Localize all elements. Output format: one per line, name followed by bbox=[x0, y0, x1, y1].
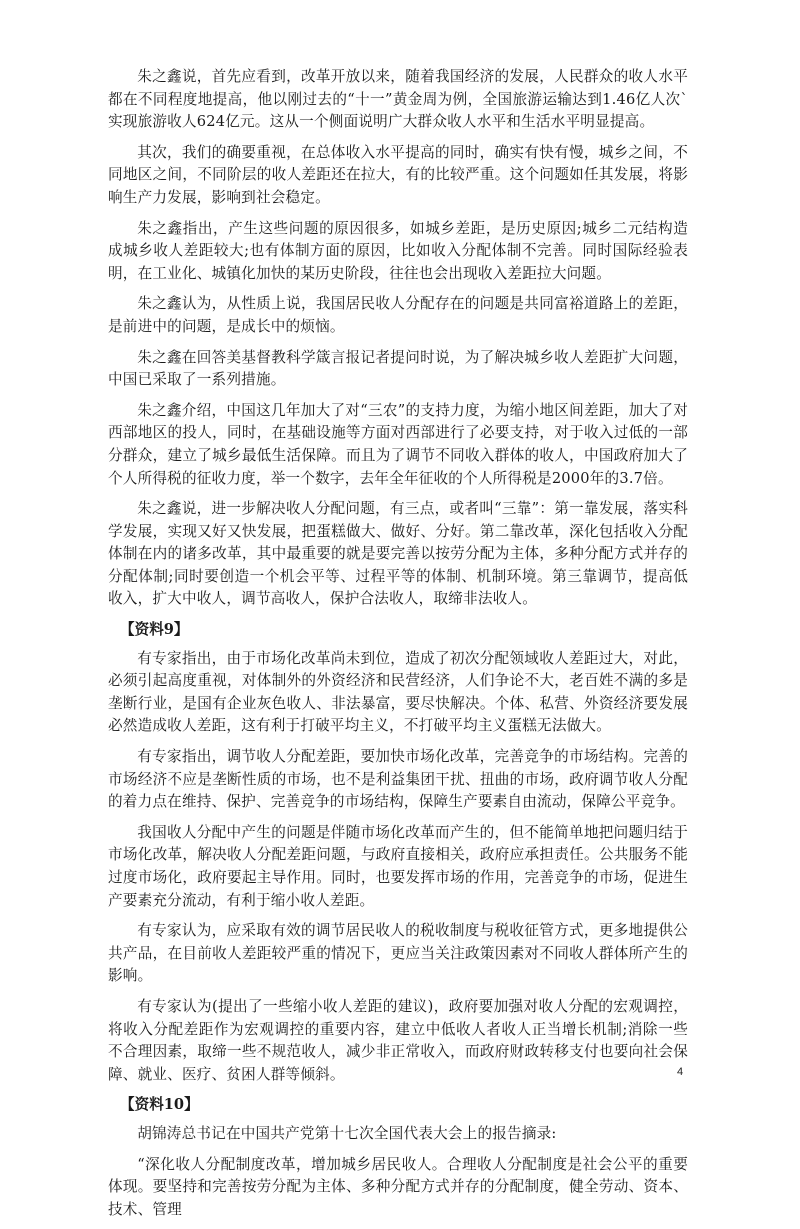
paragraph: 朱之鑫介绍，中国这几年加大了对“三农”的支持力度，为缩小地区间差距，加大了对西部地区的投人，同时，在基础设施等方面对西部进行了必要支持，对于收入过低的一部分群众，建立了城乡最低生活保障。而且为了调节不同收入群体的收人，中国政府加大了个人所得税的征收力度，举一个数字，去年全年征收的个人所得税是2000年的3.7倍。 bbox=[108, 401, 688, 487]
section-heading-material-9: 【资料9】 bbox=[120, 621, 189, 639]
paragraph: 朱之鑫说，进一步解决收人分配问题，有三点，或者叫“三靠”：第一靠发展，落实科学发展，实现又好又快发展，把蛋糕做大、做好、分好。第二靠改革，深化包括收入分配体制在内的诸多改革，其中最重要的就是要完善以按劳分配为主体，多种分配方式并存的分配体制;同时要创造一个机会平等、过程平等的体制、机制环境。第三靠调节，提高低收入，扩大中收人，调节高收人，保护合法收人，取缔非法收人。 bbox=[108, 500, 688, 608]
paragraph: 有专家认为，应采取有效的调节居民收人的税收制度与税收征管方式，更多地提供公共产品，在目前收人差距较严重的情况下，更应当关注政策因素对不同收人群体所产生的影响。 bbox=[108, 922, 688, 985]
paragraph: 朱之鑫指出，产生这些问题的原因很多，如城乡差距，是历史原因;城乡二元结构造成城乡收人差距较大;也有体制方面的原因，比如收入分配体制不完善。同时国际经验表明，在工业化、城镇化加快的某历史阶段，往往也会出现收入差距拉大问题。 bbox=[108, 219, 688, 282]
paragraph: 有专家指出，由于市场化改革尚未到位，造成了初次分配领域收人差距过大，对此，必须引起高度重视，对体制外的外资经济和民营经济，人们争论不大，老百姓不满的多是垄断行业，是国有企业灰色收人、非法暴富，要尽快解决。个体、私营、外资经济要发展必然造成收人差距，这有利于打破平均主义，不打破平均主义蛋糕无法做大。 bbox=[108, 649, 688, 735]
paragraph: 胡锦涛总书记在中国共产党第十七次全国代表大会上的报告摘录: bbox=[137, 1124, 557, 1142]
paragraph: 朱之鑫认为，从性质上说，我国居民收人分配存在的问题是共同富裕道路上的差距，是前进中的问题，是成长中的烦恼。 bbox=[108, 295, 688, 335]
document-body bbox=[108, 66, 688, 1229]
section-heading-material-10: 【资料10】 bbox=[120, 1096, 199, 1114]
paragraph: 有专家认为(提出了一些缩小收人差距的建议)，政府要加强对收人分配的宏观调控，将收入分配差距作为宏观调控的重要内容，建立中低收人者收人正当增长机制;消除一些不合理因素，取缔一些不规范收人，减少非正常收入，而政府财政转移支付也要向社会保障、就业、医疗、贫困人群等倾斜。 bbox=[108, 997, 688, 1083]
paragraph: 朱之鑫在回答美基督教科学箴言报记者提问时说，为了解决城乡收人差距扩大问题，中国已采取了一系列措施。 bbox=[108, 348, 688, 389]
page-number: 4 bbox=[677, 1066, 684, 1078]
paragraph: 朱之鑫说，首先应看到，改革开放以来，随着我国经济的发展，人民群众的收人水平都在不同程度地提高，他以刚过去的“十一”黄金周为例，全国旅游运输达到1.46亿人次`实现旅游收人624亿元。这从一个侧面说明广大群众收人水平和生活水平明显提高。 bbox=[108, 68, 688, 131]
paragraph: 其次，我们的确要重视，在总体收入水平提高的同时，确实有快有慢，城乡之间，不同地区之间，不同阶层的收人差距还在拉大，有的比较严重。这个问题如任其发展，将影响生产力发展，影响到社会稳定。 bbox=[108, 143, 688, 206]
paragraph: 我国收人分配中产生的问题是伴随市场化改革而产生的，但不能简单地把问题归结于市场化改革，解决收人分配差距问题，与政府直接相关，政府应承担责任。公共服务不能过度市场化，政府要起主导作用。同时，也要发挥市场的作用，完善竞争的市场，促进生产要素充分流动，有利于缩小收人差距。 bbox=[108, 823, 688, 909]
paragraph: 有专家指出，调节收人分配差距，要加快市场化改革，完善竞争的市场结构。完善的市场经济不应是垄断性质的市场，也不是利益集团干扰、扭曲的市场，政府调节收人分配的着力点在维持、保护、完善竞争的市场结构，保障生产要素自由流动，保障公平竞争。 bbox=[108, 748, 688, 811]
paragraph: “深化收人分配制度改革，增加城乡居民收人。合理收人分配制度是社会公平的重要体现。要坚持和完善按劳分配为主体、多种分配方式并存的分配制度，健全劳动、资本、技术、管理 bbox=[108, 1155, 688, 1218]
